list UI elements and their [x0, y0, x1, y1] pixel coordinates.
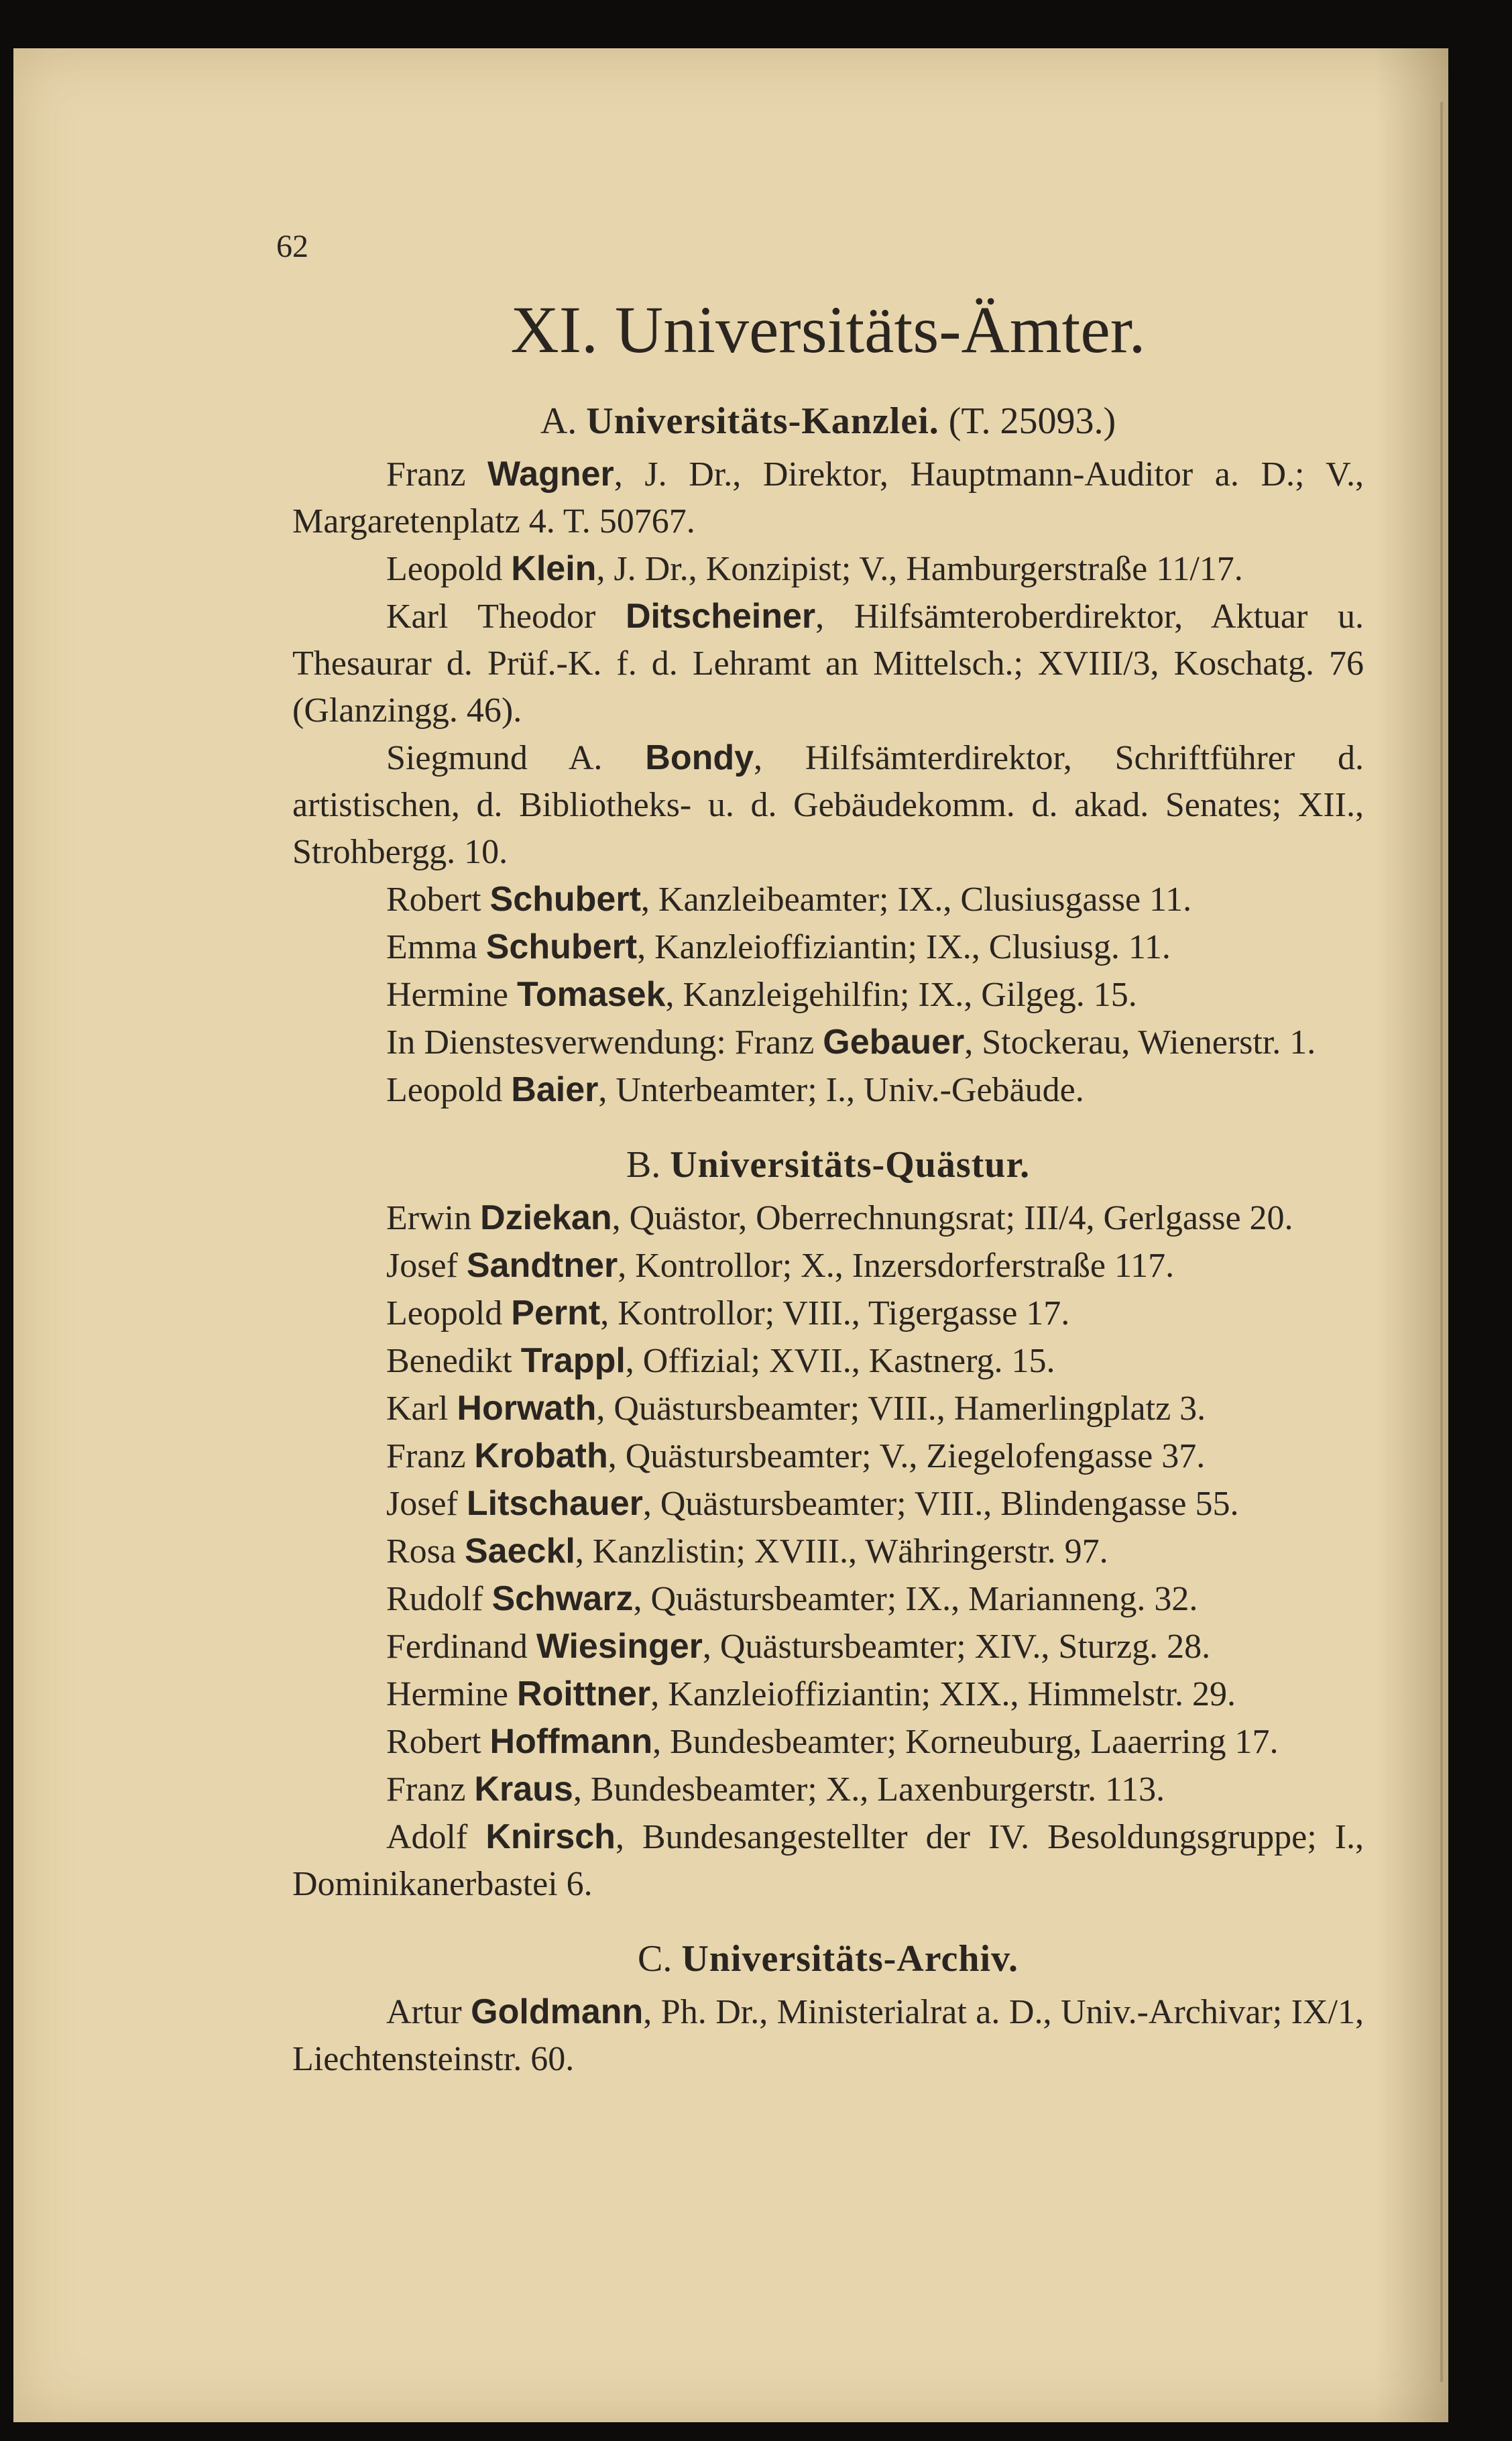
entry: Josef Litschauer, Quästursbeamter; VIII., Blindengasse 55.: [386, 1484, 1239, 1523]
person-surname: Sandtner: [466, 1246, 618, 1285]
page-number: 62: [276, 229, 308, 264]
person-surname: Goldmann: [471, 1992, 644, 2031]
person-surname: Gebauer: [823, 1023, 965, 1062]
book-page: [13, 48, 1448, 2422]
section-heading-c: [292, 1933, 1364, 1984]
person-surname: Roittner: [516, 1674, 651, 1713]
person-surname: Pernt: [511, 1294, 601, 1332]
person-surname: Horwath: [457, 1389, 597, 1428]
person-surname: Litschauer: [466, 1484, 643, 1523]
person-surname: Schwarz: [491, 1579, 634, 1618]
person-surname: Trappl: [520, 1341, 626, 1380]
entry: Josef Sandtner, Kontrollor; X., Inzersdorferstraße 117.: [386, 1246, 1175, 1285]
entry: Franz Kraus, Bundesbeamter; X., Laxenburgerstr. 113.: [386, 1770, 1165, 1809]
entry: Benedikt Trappl, Offizial; XVII., Kastnerg. 15.: [386, 1341, 1055, 1380]
person-surname: Baier: [511, 1070, 599, 1109]
person-surname: Dziekan: [480, 1198, 612, 1237]
page-content: [292, 290, 1364, 2083]
entry: Karl Horwath, Quästursbeamter; VIII., Hamerlingplatz 3.: [386, 1389, 1206, 1428]
entry: Robert Schubert, Kanzleibeamter; IX., Clusiusgasse 11.: [386, 880, 1192, 919]
entry: Siegmund A. Bondy, Hilfsämterdirektor, Schriftführer d. artistischen, d. Bibliotheks- u. d. Gebäudekomm. d. akad. Senates; XII., Strohbergg. 10.: [292, 738, 1364, 871]
entry: Hermine Tomasek, Kanzleigehilfin; IX., Gilgeg. 15.: [386, 975, 1137, 1014]
entry: Leopold Klein, J. Dr., Konzipist; V., Hamburgerstraße 11/17.: [386, 549, 1243, 588]
entry: In Dienstesverwendung: Franz Gebauer, Stockerau, Wienerstr. 1.: [386, 1023, 1316, 1062]
entry: Franz Wagner, J. Dr., Direktor, Hauptmann-Auditor a. D.; V., Margaretenplatz 4. T. 50767.: [292, 455, 1364, 541]
entry: Emma Schubert, Kanzleioffiziantin; IX., Clusiusg. 11.: [386, 927, 1171, 966]
entry: Karl Theodor Ditscheiner, Hilfsämteroberdirektor, Aktuar u. Thesaurar d. Prüf.-K. f. d. Lehramt an Mittelsch.; XVIII/3, Koschatg. 76 (Glanzingg. 46).: [292, 597, 1364, 730]
page-edge-shadow: [1375, 48, 1448, 2422]
section-letter: A.: [540, 400, 577, 442]
page-fold-line: [1440, 102, 1443, 2382]
person-surname: Wiesinger: [536, 1627, 703, 1666]
entry: Ferdinand Wiesinger, Quästursbeamter; XIV., Sturzg. 28.: [386, 1627, 1211, 1666]
person-surname: Klein: [511, 549, 597, 588]
person-surname: Schubert: [485, 927, 638, 966]
person-surname: Schubert: [489, 880, 641, 919]
person-surname: Bondy: [645, 738, 754, 777]
section-heading-b: [292, 1139, 1364, 1190]
section-heading-a: [292, 396, 1364, 447]
section-phone: (T. 25093.): [948, 400, 1116, 442]
section-title: Universitäts-Kanzlei.: [586, 400, 939, 442]
entry: Artur Goldmann, Ph. Dr., Ministerialrat a. D., Univ.-Archivar; IX/1, Liechtensteinstr. 60.: [292, 1992, 1364, 2078]
entry: Leopold Pernt, Kontrollor; VIII., Tigergasse 17.: [386, 1294, 1070, 1332]
person-surname: Tomasek: [516, 975, 666, 1014]
chapter-title: XI. Universitäts-Ämter.: [510, 292, 1146, 367]
entry: Rudolf Schwarz, Quästursbeamter; IX., Marianneng. 32.: [386, 1579, 1198, 1618]
person-surname: Hoffmann: [489, 1722, 653, 1761]
entry: Rosa Saeckl, Kanzlistin; XVIII., Währingerstr. 97.: [386, 1532, 1108, 1571]
person-surname: Wagner: [487, 455, 614, 494]
section-title: Universitäts-Quästur.: [670, 1144, 1031, 1186]
person-surname: Saeckl: [465, 1532, 575, 1571]
entry: Leopold Baier, Unterbeamter; I., Univ.-Gebäude.: [386, 1070, 1084, 1109]
person-surname: Kraus: [474, 1770, 573, 1809]
section-letter: B.: [626, 1144, 661, 1186]
entry: Adolf Knirsch, Bundesangestellter der IV. Besoldungsgruppe; I., Dominikanerbastei 6.: [292, 1817, 1364, 1903]
entry: Robert Hoffmann, Bundesbeamter; Korneuburg, Laaerring 17.: [386, 1722, 1279, 1761]
person-surname: Knirsch: [485, 1817, 616, 1856]
section-letter: C.: [637, 1938, 673, 1980]
entry: Erwin Dziekan, Quästor, Oberrechnungsrat; III/4, Gerlgasse 20.: [386, 1198, 1293, 1237]
entry: Hermine Roittner, Kanzleioffiziantin; XIX., Himmelstr. 29.: [386, 1674, 1236, 1713]
section-title: Universitäts-Archiv.: [681, 1938, 1019, 1980]
entry: Franz Krobath, Quästursbeamter; V., Ziegelofengasse 37.: [386, 1436, 1206, 1475]
person-surname: Krobath: [474, 1436, 608, 1475]
person-surname: Ditscheiner: [625, 597, 816, 636]
